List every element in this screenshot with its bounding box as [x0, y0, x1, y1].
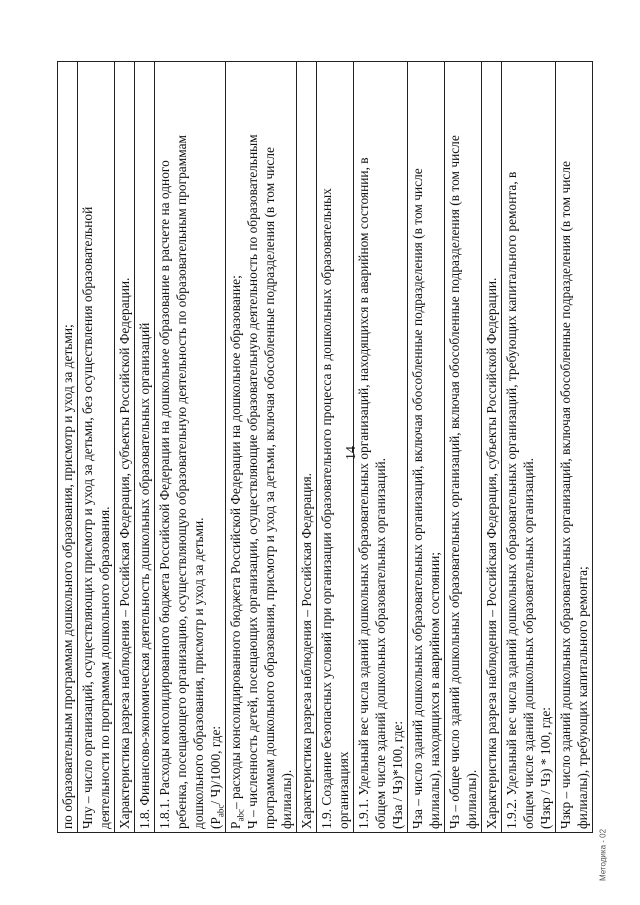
table-cell — [354, 62, 408, 833]
table-row — [58, 62, 78, 833]
text-line: 1.9. Создание безопасных условий при организации образовательного процесса в дошкольных образовательных — [319, 188, 334, 829]
text-line: 1.9.1. Удельный вес числа зданий дошкольных образовательных организаций, находящихся в аварийном состоянии, в — [356, 157, 371, 829]
text-line: программам дошкольного образования, присмотр и уход за детьми, включая обособленные подразделения (в том числе — [262, 147, 277, 829]
table-row — [408, 62, 445, 833]
table-cell — [502, 62, 556, 833]
text-line: Чпу – число организаций, осуществляющих присмотр и уход за детьми, без осуществления образовательной — [80, 206, 95, 829]
text-line: Чз – общее число зданий дошкольных образовательных организаций, включая обособленные подразделения (в том числе — [447, 135, 462, 829]
table-cell — [115, 62, 135, 833]
table-cell — [445, 62, 482, 833]
text-line: Ч – численность детей, посещающих организации, осуществляющие образовательную деятельность по образовательным — [245, 134, 260, 829]
text-line: деятельности по программам дошкольного образования. — [97, 506, 112, 829]
text-line: Характеристика разреза наблюдения – Российская Федерация. — [299, 473, 314, 829]
table-row — [135, 62, 155, 833]
text-line: филиалы), требующих капитального ремонта; — [575, 566, 590, 829]
table-row — [115, 62, 135, 833]
table-cell — [226, 62, 297, 833]
table-cell — [297, 62, 317, 833]
rotated-page — [57, 61, 590, 833]
table-row — [297, 62, 317, 833]
table-cell — [78, 62, 115, 833]
table-row — [556, 62, 593, 833]
text-line: Чза – число зданий дошкольных образовательных организаций, включая обособленные подразделения (в том числе — [410, 168, 425, 829]
text-line: Чзкр – число зданий дошкольных образовательных организаций, включая обособленные подразделения (в том числе — [558, 161, 573, 829]
table-cell — [556, 62, 593, 833]
text-line: филиалы). — [279, 769, 294, 829]
table-row — [482, 62, 502, 833]
table-cell — [408, 62, 445, 833]
table-row — [78, 62, 115, 833]
document-table — [57, 61, 593, 833]
table-row — [354, 62, 408, 833]
table-row — [502, 62, 556, 833]
footer-label: Методика - 02 — [598, 828, 608, 882]
table-cell — [135, 62, 155, 833]
text-line: организациях — [336, 751, 351, 829]
text-line: общем числе зданий дошкольных образовательных организаций. — [521, 457, 536, 829]
text-line: 1.8.1. Расходы консолидированного бюджета Российской Федерации на дошкольное образование в расчете на одного — [157, 160, 172, 829]
text-line: дошкольного образования, присмотр и уход за детьми. — [191, 517, 206, 829]
text-line: по образовательным программам дошкольного образования, присмотр и уход за детьми; — [60, 324, 75, 829]
table-cell — [58, 62, 78, 833]
text-line: Характеристика разреза наблюдения – Российская Федерация, субъекты Российской Федерации. — [484, 277, 499, 829]
text-line: ($Р_{abc}/$ Ч)/1000, где: — [208, 725, 226, 829]
text-line: филиалы), находящихся в аварийном состоянии; — [427, 552, 442, 829]
table-body — [58, 62, 593, 833]
text-line: (Чза / Чз)*100, где: — [390, 720, 405, 829]
table-row — [155, 62, 226, 833]
table-cell — [482, 62, 502, 833]
text-line: общем числе зданий дошкольных образовательных организаций. — [373, 457, 388, 829]
text-line: филиалы). — [464, 769, 479, 829]
text-line: ребенка, посещающего организацию, осуществляющую образовательную деятельность по образовательным программам — [174, 134, 189, 829]
table-row — [317, 62, 354, 833]
text-line: 1.9.2. Удельный вес числа зданий дошкольных образовательных организаций, требующих капитального ремонта, в — [504, 171, 519, 829]
text-line: $Р_{abc}-$ расходы консолидированного бюджета Российской Федерации на дошкольное образование; — [228, 275, 246, 829]
table-row — [445, 62, 482, 833]
table-cell — [155, 62, 226, 833]
page-number: 14 — [344, 446, 359, 460]
table-row — [226, 62, 297, 833]
table-cell — [317, 62, 354, 833]
text-line: Характеристика разреза наблюдения – Российская Федерация, субъекты Российской Федерации. — [117, 277, 132, 829]
text-line: 1.8. Финансово-экономическая деятельность дошкольных образовательных организаций — [137, 322, 152, 829]
text-line: (Чзкр / Чз) * 100, где: — [538, 707, 553, 829]
